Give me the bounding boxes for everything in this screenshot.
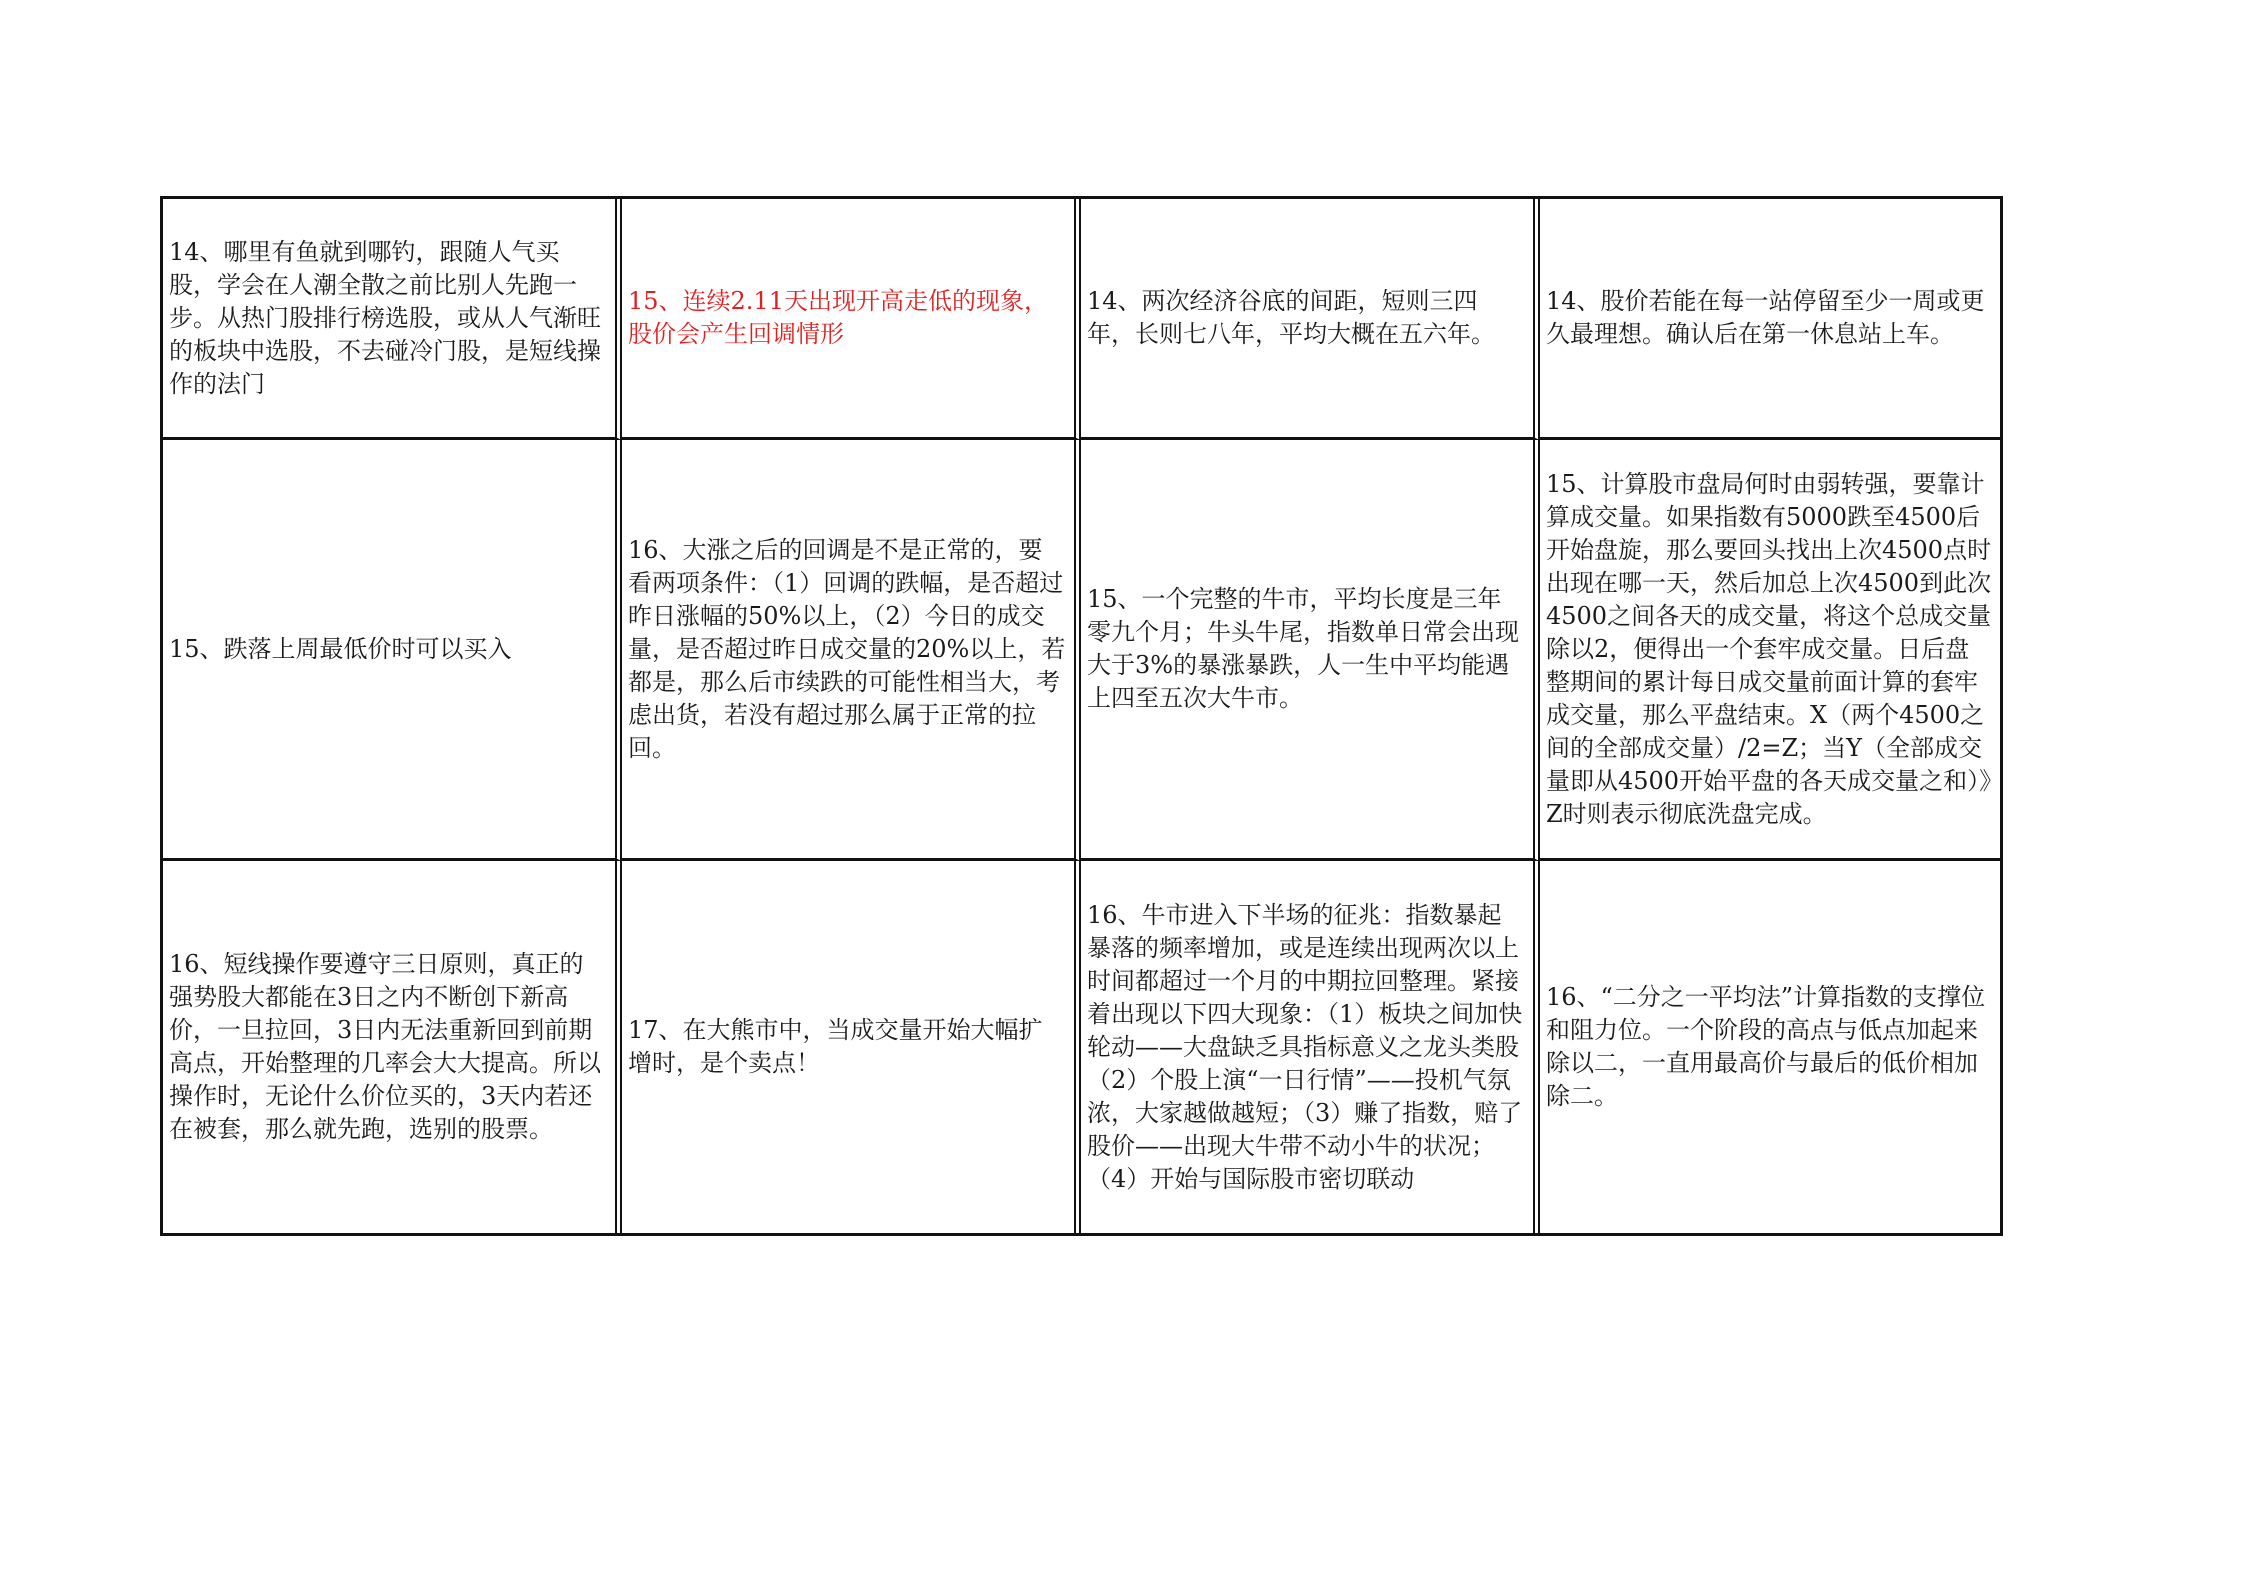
cell-text: 15、连续2.11天出现开高走低的现象，股价会产生回调情形 (628, 287, 1048, 348)
notes-table (160, 196, 2003, 1236)
cell-text: 14、两次经济谷底的间距，短则三四年，长则七八年，平均大概在五六年。 (1087, 287, 1495, 348)
cell-text: 16、大涨之后的回调是不是正常的，要看两项条件：（1）回调的跌幅，是否超过昨日涨幅的50%以上，（2）今日的成交量，是否超过昨日成交量的20%以上，若都是，那么后市续跌的可能性相当大，考虑出货，若没有超过那么属于正常的拉回。 (628, 535, 1066, 762)
table-cell (1540, 199, 2000, 440)
table-cell (1081, 861, 1540, 1233)
table-cell (163, 199, 622, 440)
table-cell (163, 440, 622, 861)
table-cell (1081, 440, 1540, 861)
cell-text: 14、股价若能在每一站停留至少一周或更久最理想。确认后在第一休息站上车。 (1546, 287, 1985, 348)
table-cell-highlighted (622, 199, 1081, 440)
table-cell (163, 861, 622, 1233)
table-cell (622, 861, 1081, 1233)
cell-text: 15、跌落上周最低价时可以买入 (169, 634, 512, 663)
cell-text: 16、牛市进入下半场的征兆：指数暴起暴落的频率增加，或是连续出现两次以上时间都超过一个月的中期拉回整理。紧接着出现以下四大现象：（1）板块之间加快轮动——大盘缺乏具指标意义之龙头类股（2）个股上演“一日行情”——投机气氛浓，大家越做越短；（3）赚了指数，赔了股价——出现大牛带不动小牛的状况；（4）开始与国际股市密切联动 (1087, 900, 1523, 1193)
cell-text: 16、“二分之一平均法”计算指数的支撑位和阻力位。一个阶段的高点与低点加起来除以二，一直用最高价与最后的低价相加除二。 (1546, 983, 1986, 1110)
cell-text: 16、短线操作要遵守三日原则，真正的强势股大都能在3日之内不断创下新高价，一旦拉回，3日内无法重新回到前期高点，开始整理的几率会大大提高。所以操作时，无论什么价位买的，3天内若还在被套，那么就先跑，选别的股票。 (169, 950, 601, 1143)
table-cell (622, 440, 1081, 861)
table-cell (1081, 199, 1540, 440)
cell-text: 15、计算股市盘局何时由弱转强，要靠计算成交量。如果指数有5000跌至4500后开始盘旋，那么要回头找出上次4500点时出现在哪一天，然后加总上次4500到此次4500之间各天的成交量，将这个总成交量除以2，便得出一个套牢成交量。日后盘整期间的累计每日成交量前面计算的套牢成交量，那么平盘结束。X（两个4500之间的全部成交量）/2=Z；当Y（全部成交量即从4500开始平盘的各天成交量之和）》Z时则表示彻底洗盘完成。 (1546, 469, 1992, 828)
table-cell (1540, 861, 2000, 1233)
cell-text: 14、哪里有鱼就到哪钓，跟随人气买股，学会在人潮全散之前比别人先跑一步。从热门股排行榜选股，或从人气渐旺的板块中选股，不去碰冷门股，是短线操作的法门 (169, 237, 601, 398)
table-cell (1540, 440, 2000, 861)
cell-text: 17、在大熊市中，当成交量开始大幅扩增时，是个卖点！ (628, 1016, 1043, 1077)
cell-text: 15、一个完整的牛市，平均长度是三年零九个月；牛头牛尾，指数单日常会出现大于3%的暴涨暴跌，人一生中平均能遇上四至五次大牛市。 (1087, 585, 1519, 712)
